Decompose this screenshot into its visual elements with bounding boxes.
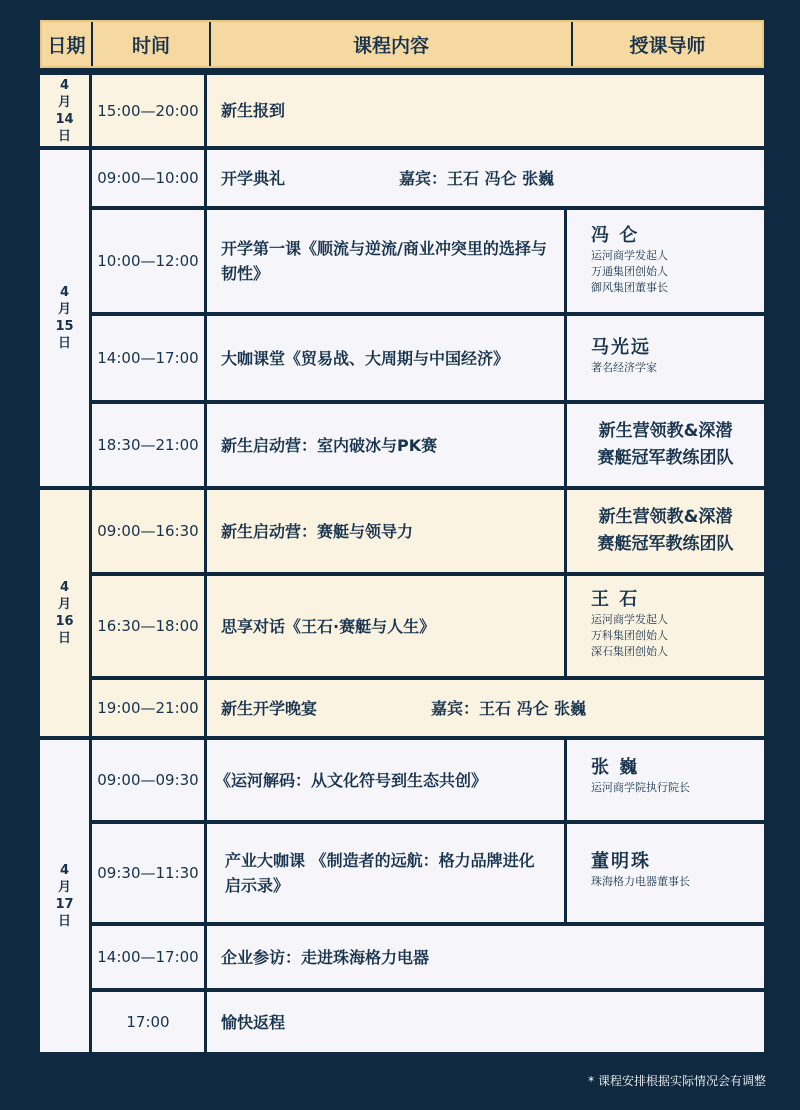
header-time: 时间	[93, 22, 211, 66]
time-cell: 14:00—17:00	[92, 316, 204, 400]
teacher-title: 运河商学发起人	[591, 613, 668, 626]
date-month-char: 月	[57, 94, 71, 110]
content-cell	[207, 210, 564, 312]
course-title: 思享对话《王石·赛艇与人生》	[221, 616, 436, 636]
time-cell: 18:30—21:00	[92, 404, 204, 486]
content-cell	[207, 992, 764, 1052]
teacher-title: 万通集团创始人	[591, 265, 668, 278]
header-teacher: 授课导师	[629, 34, 706, 57]
teacher-cell	[567, 210, 764, 312]
content-cell	[207, 740, 564, 820]
time-cell: 16:30—18:00	[92, 576, 204, 676]
time-cell: 14:00—17:00	[92, 926, 204, 988]
teacher-name: 冯 仑	[591, 225, 640, 246]
date-apr-16	[40, 490, 89, 736]
content-cell	[207, 926, 764, 988]
time-cell: 17:00	[92, 992, 204, 1052]
date-month-char: 月	[57, 880, 71, 895]
teacher-cell	[567, 740, 764, 820]
date-month-num: 4	[59, 77, 70, 93]
time-cell: 09:00—09:30	[92, 740, 204, 820]
time-cell: 09:00—16:30	[92, 490, 204, 572]
date-day-num: 16	[55, 614, 74, 629]
content-cell	[207, 680, 764, 736]
date-day-num: 17	[55, 897, 74, 912]
teacher-title: 运河商学发起人	[591, 249, 668, 262]
teacher-title: 深石集团创始人	[591, 645, 668, 658]
date-apr-17	[40, 740, 89, 1052]
teacher-line: 赛艇冠军教练团队	[597, 448, 734, 468]
time-cell: 09:00—10:00	[92, 150, 204, 206]
teacher-name: 张 巍	[591, 757, 640, 778]
content-cell	[207, 576, 564, 676]
teacher-line: 新生营领教&深潜	[598, 507, 733, 527]
course-title: 愉快返程	[221, 1012, 286, 1032]
guest-list: 嘉宾：王石 冯仑 张巍	[399, 168, 555, 188]
content-cell	[207, 75, 764, 146]
content-cell	[207, 490, 564, 572]
header-date: 日期	[42, 22, 93, 66]
course-title: 大咖课堂《贸易战、大周期与中国经济》	[221, 348, 510, 368]
teacher-cell	[567, 576, 764, 676]
date-month-num: 4	[59, 580, 70, 595]
teacher-cell	[567, 824, 764, 922]
date-day-char: 日	[57, 128, 71, 144]
date-month-num: 4	[59, 863, 70, 878]
date-day-num: 15	[55, 319, 74, 334]
teacher-name: 王 石	[591, 589, 640, 610]
content-cell	[207, 150, 764, 206]
time-cell: 09:30—11:30	[92, 824, 204, 922]
time-cell: 15:00—20:00	[92, 75, 204, 146]
content-cell	[207, 824, 564, 922]
date-apr-15	[40, 150, 89, 486]
footnote: * 课程安排根据实际情况会有调整	[588, 1074, 766, 1088]
date-day-char: 日	[57, 914, 71, 929]
teacher-title: 万科集团创始人	[591, 629, 668, 642]
teacher-name: 董明珠	[591, 851, 651, 872]
teacher-line: 新生营领教&深潜	[598, 421, 733, 441]
date-day-num: 14	[55, 111, 74, 127]
date-day-char: 日	[57, 336, 71, 351]
teacher-title: 著名经济学家	[591, 361, 657, 374]
teacher-cell	[567, 316, 764, 400]
date-month-num: 4	[59, 285, 70, 300]
teacher-title: 御风集团董事长	[591, 281, 668, 294]
course-title: 开学第一课《顺流与逆流/商业冲突里的选择与韧性》	[221, 239, 547, 283]
course-title: 新生启动营：赛艇与领导力	[221, 521, 414, 541]
teacher-name: 马光远	[591, 337, 651, 358]
teacher-title: 运河商学院执行院长	[591, 781, 690, 794]
teacher-line: 赛艇冠军教练团队	[597, 534, 734, 554]
teacher-cell	[567, 404, 764, 486]
date-apr-14	[40, 75, 89, 146]
course-title: 产业大咖课 《制造者的远航：格力品牌进化启示录》	[225, 851, 535, 895]
course-title: 开学典礼	[221, 168, 286, 188]
date-month-char: 月	[57, 597, 71, 612]
time-cell: 19:00—21:00	[92, 680, 204, 736]
course-title: 新生报到	[221, 101, 286, 120]
course-title: 新生开学晚宴	[221, 698, 318, 718]
course-title: 《运河解码：从文化符号到生态共创》	[215, 770, 488, 790]
time-cell: 10:00—12:00	[92, 210, 204, 312]
date-day-char: 日	[57, 631, 71, 646]
header-content: 课程内容	[211, 22, 573, 66]
content-cell	[207, 404, 564, 486]
table-header	[40, 20, 764, 68]
course-title: 新生启动营：室内破冰与PK赛	[221, 435, 438, 455]
guest-list: 嘉宾：王石 冯仑 张巍	[431, 698, 587, 718]
course-title: 企业参访：走进珠海格力电器	[221, 947, 430, 967]
date-month-char: 月	[57, 302, 71, 317]
teacher-cell	[567, 490, 764, 572]
content-cell	[207, 316, 564, 400]
teacher-title: 珠海格力电器董事长	[591, 875, 690, 888]
